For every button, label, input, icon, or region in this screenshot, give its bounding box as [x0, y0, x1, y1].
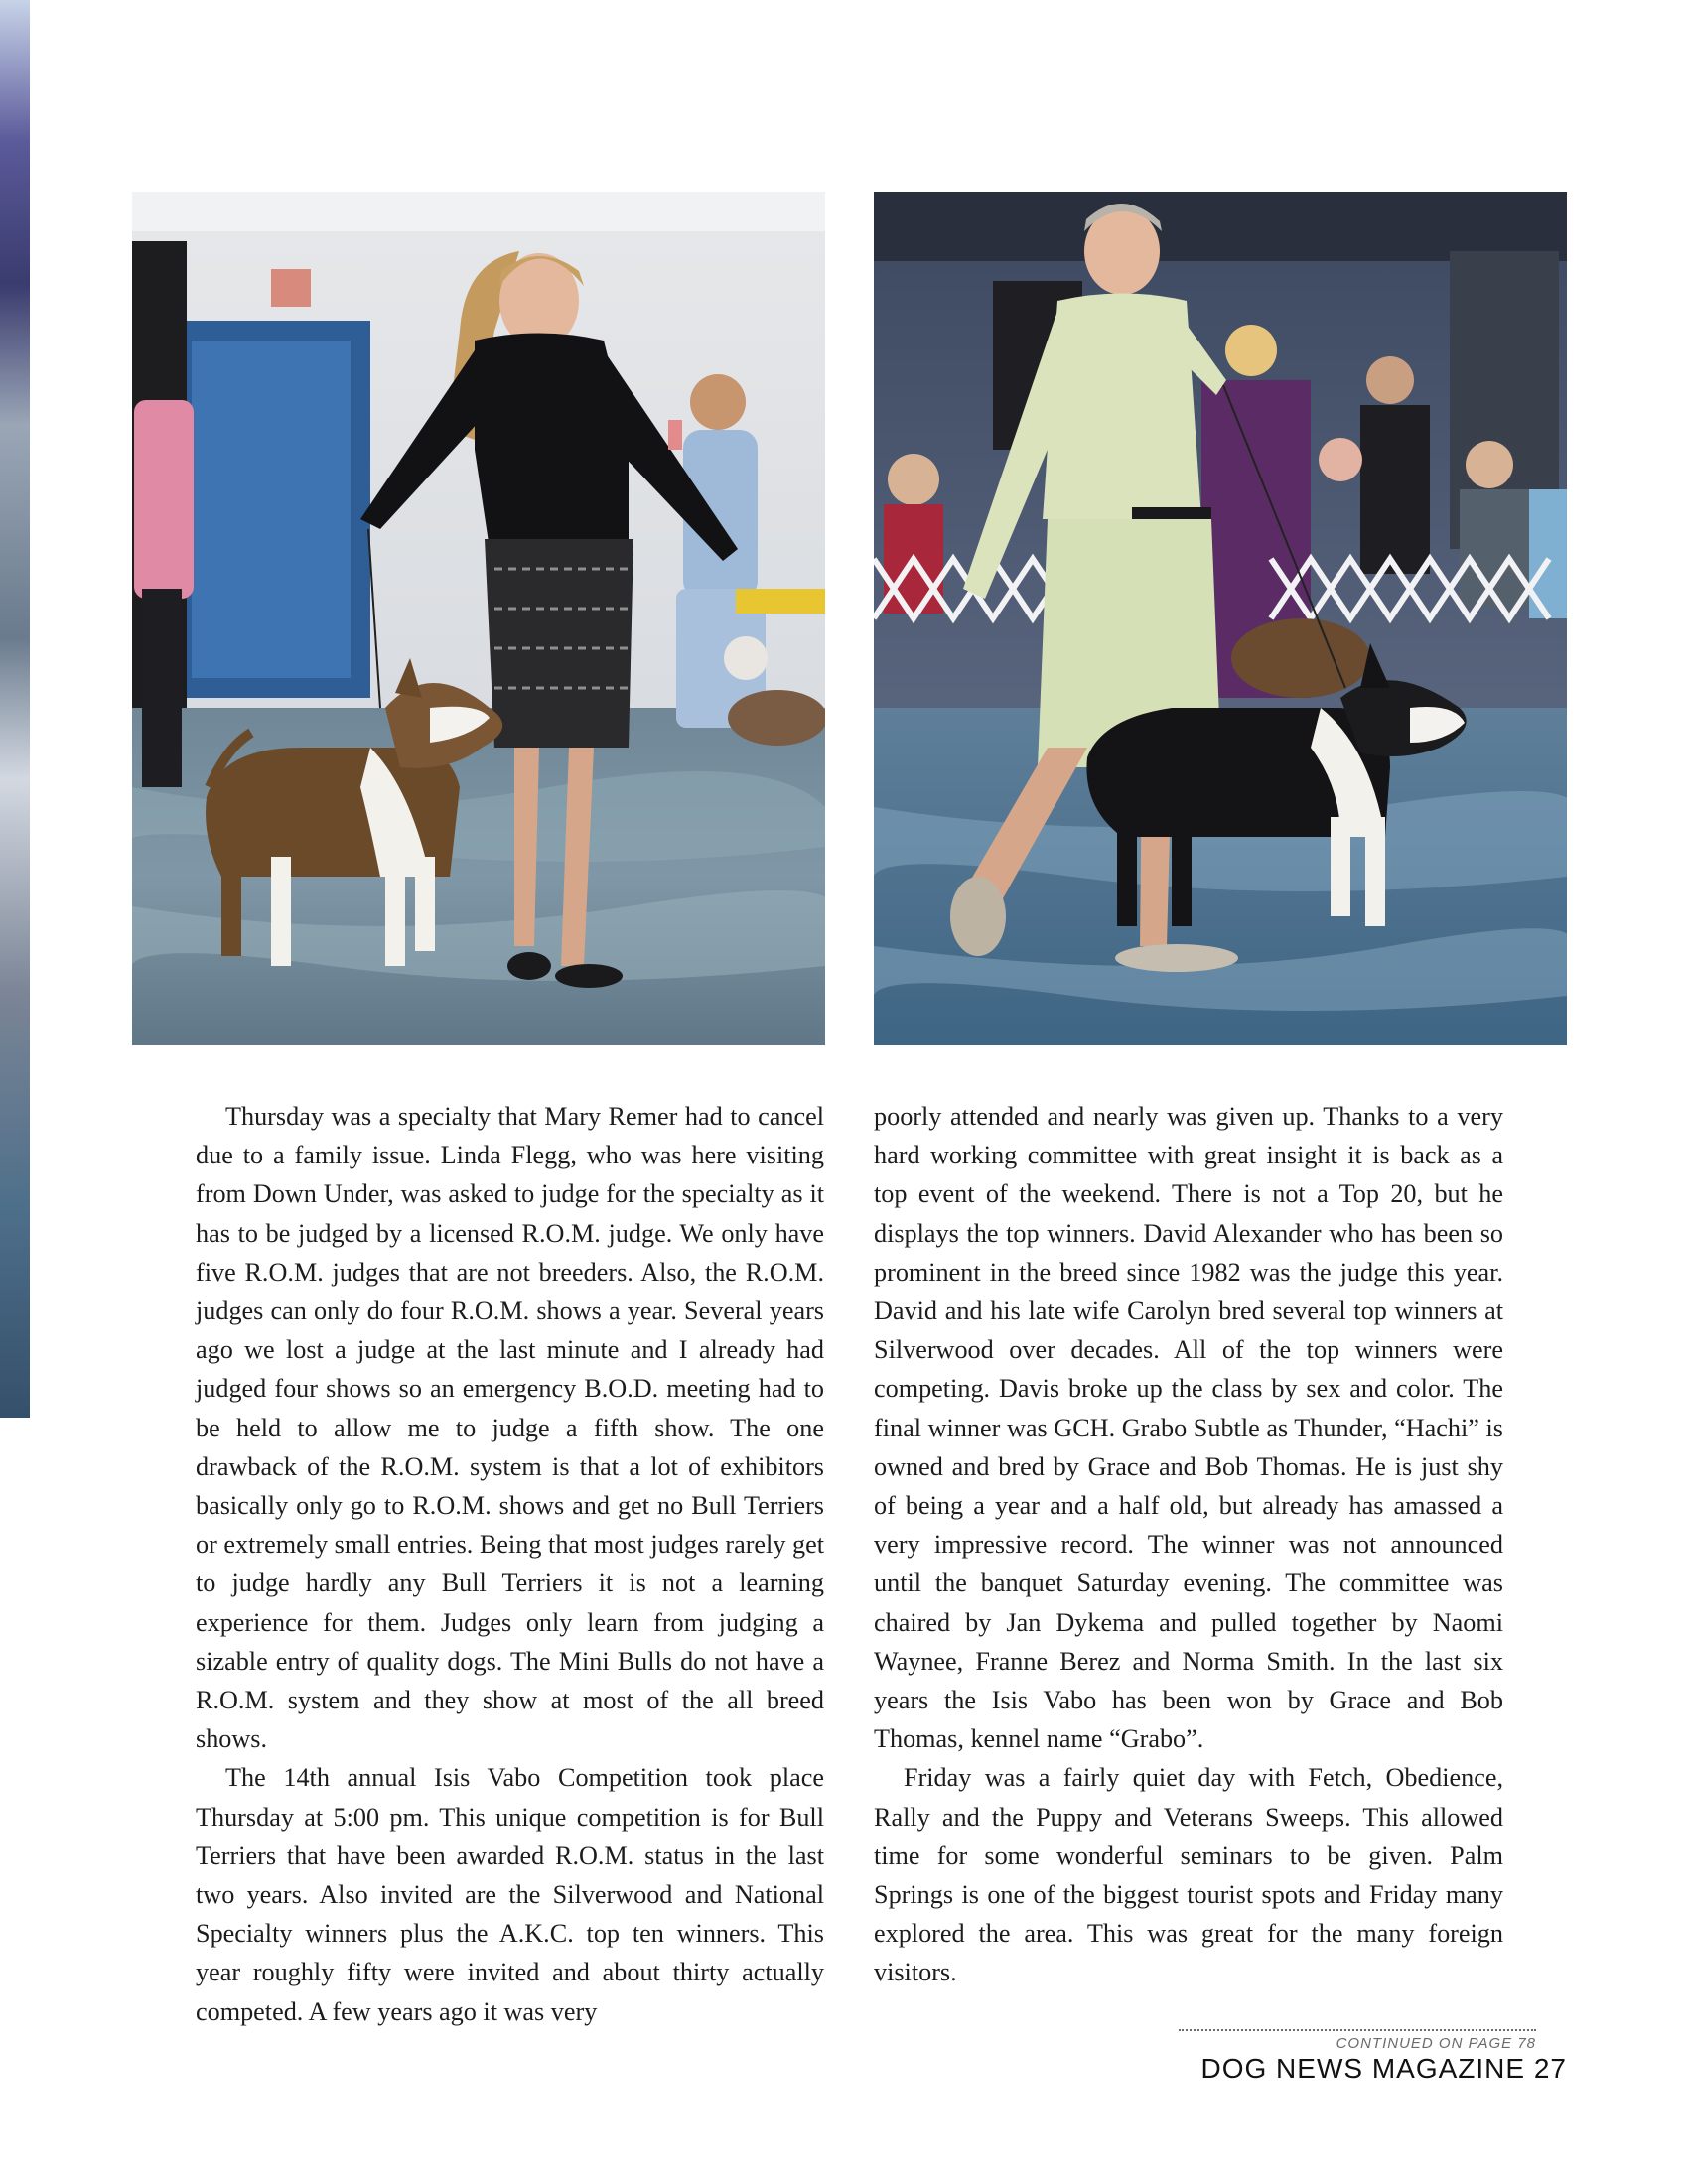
page-folio: DOG NEWS MAGAZINE 27 [1200, 2053, 1567, 2084]
photo-handler-brindle-bull-terrier [132, 192, 825, 1045]
article-column-right [874, 1097, 1503, 1992]
adjacent-page-edge [0, 0, 30, 1418]
article-paragraph: poorly attended and nearly was given up. Thanks to a very hard working committee with great insight it is back as a top event of the weekend. There is not a Top 20, but he displays the top winners. David Alexander who has been so prominent in the breed since 1982 was the judge this year. David and his late wife Carolyn bred several top winners at Silverwood over decades. All of the top winners were competing. Davis broke up the class by sex and color. The final winner was GCH. Grabo Subtle as Thunder, “Hachi” is owned and bred by Grace and Bob Thomas. He is just shy of being a year and a half old, but already has amassed a very impressive record. The winner was not announced until the banquet Saturday evening. The committee was chaired by Jan Dykema and pulled together by Naomi Waynee, Franne Berez and Norma Smith. In the last six years the Isis Vabo has been won by Grace and Bob Thomas, kennel name “Grabo”. [874, 1102, 1503, 1754]
continued-dotted-rule [1179, 2029, 1536, 2031]
continued-on-page-note: CONTINUED ON PAGE 78 [1336, 2035, 1536, 2052]
article-paragraph: The 14th annual Isis Vabo Competition took place Thursday at 5:00 pm. This unique competition is for Bull Terriers that have been awarded R.O.M. status in the last two years. Also invited are the Silverwood and National Specialty winners plus the A.K.C. top ten winners. This year roughly fifty were invited and about thirty actually competed. A few years ago it was very [196, 1763, 824, 2026]
article-paragraph: Friday was a fairly quiet day with Fetch, Obedience, Rally and the Puppy and Veterans Sweeps. This allowed time for some wonderful seminars to be given. Palm Springs is one of the biggest tourist spots and Friday many explored the area. This was great for the many foreign visitors. [874, 1763, 1503, 1987]
article-paragraph: Thursday was a specialty that Mary Remer had to cancel due to a family issue. Linda Flegg, who was here visiting from Down Under, was asked to judge for the specialty as it has to be judged by a licensed R.O.M. judge. We only have five R.O.M. judges that are not breeders. Also, the R.O.M. judges can only do four R.O.M. shows a year. Several years ago we lost a judge at the last minute and I already had judged four shows so an emergency B.O.D. meeting had to be held to allow me to judge a fifth show. The one drawback of the R.O.M. system is that a lot of exhibitors basically only go to R.O.M. shows and get no Bull Terriers or extremely small entries. Being that most judges rarely get to judge hardly any Bull Terriers it is not a learning experience for them. Judges only learn from judging a sizable entry of quality dogs. The Mini Bulls do not have a R.O.M. system and they show at most of the all breed shows. [196, 1102, 824, 1754]
photo-handler-black-white-bull-terrier [874, 192, 1567, 1045]
article-column-left [196, 1097, 824, 2031]
